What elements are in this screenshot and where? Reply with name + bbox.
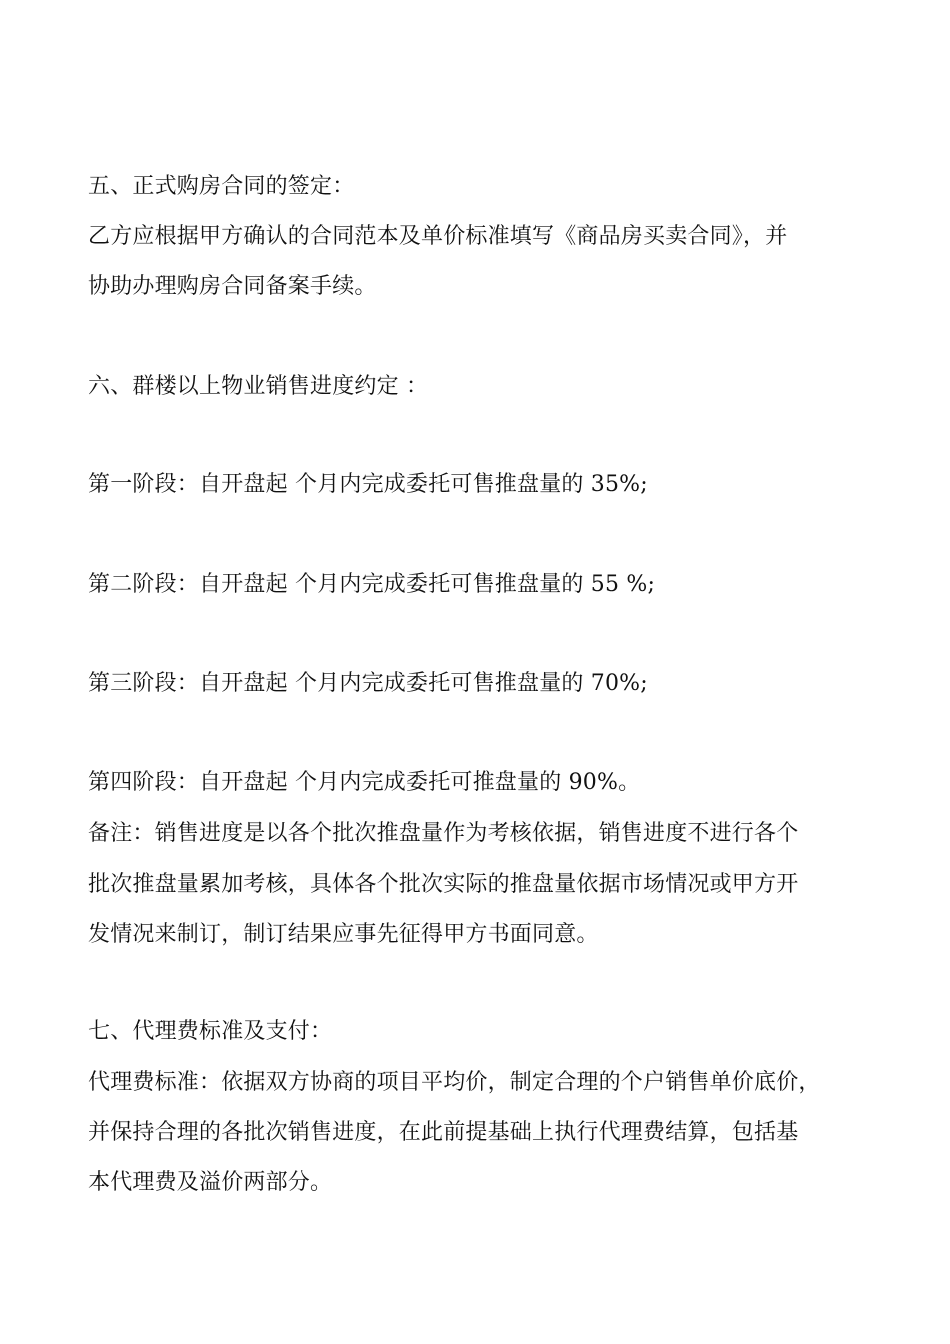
stage-two-text: 第二阶段：自开盘起 个月内完成委托可售推盘量的 55 %;	[88, 572, 656, 597]
section-five-body-line: 乙方应根据甲方确认的合同范本及单价标准填写《商品房买卖合同》，并	[88, 224, 788, 249]
section-five-body-line: 协助办理购房合同备案手续。	[88, 274, 377, 299]
stage-four-text: 第四阶段：自开盘起 个月内完成委托可推盘量的 90%。	[88, 770, 641, 795]
section-seven-body-line: 本代理费及溢价两部分。	[88, 1170, 333, 1195]
note-line: 备注：销售进度是以各个批次推盘量作为考核依据，销售进度不进行各个	[88, 821, 799, 846]
section-five-heading: 五、正式购房合同的签定：	[88, 174, 355, 199]
section-seven-heading: 七、代理费标准及支付：	[88, 1019, 333, 1044]
stage-three-text: 第三阶段：自开盘起 个月内完成委托可售推盘量的 70%;	[88, 671, 648, 696]
section-seven-body-line: 代理费标准：依据双方协商的项目平均价，制定合理的个户销售单价底价，	[88, 1070, 821, 1095]
section-seven-body-line: 并保持合理的各批次销售进度，在此前提基础上执行代理费结算，包括基	[88, 1120, 799, 1145]
stage-one-text: 第一阶段：自开盘起 个月内完成委托可售推盘量的 35%;	[88, 472, 648, 497]
note-line: 批次推盘量累加考核，具体各个批次实际的推盘量依据市场情况或甲方开	[88, 872, 799, 897]
section-six-heading: 六、群楼以上物业销售进度约定 ：	[88, 374, 429, 399]
note-line: 发情况来制订，制订结果应事先征得甲方书面同意。	[88, 922, 599, 947]
